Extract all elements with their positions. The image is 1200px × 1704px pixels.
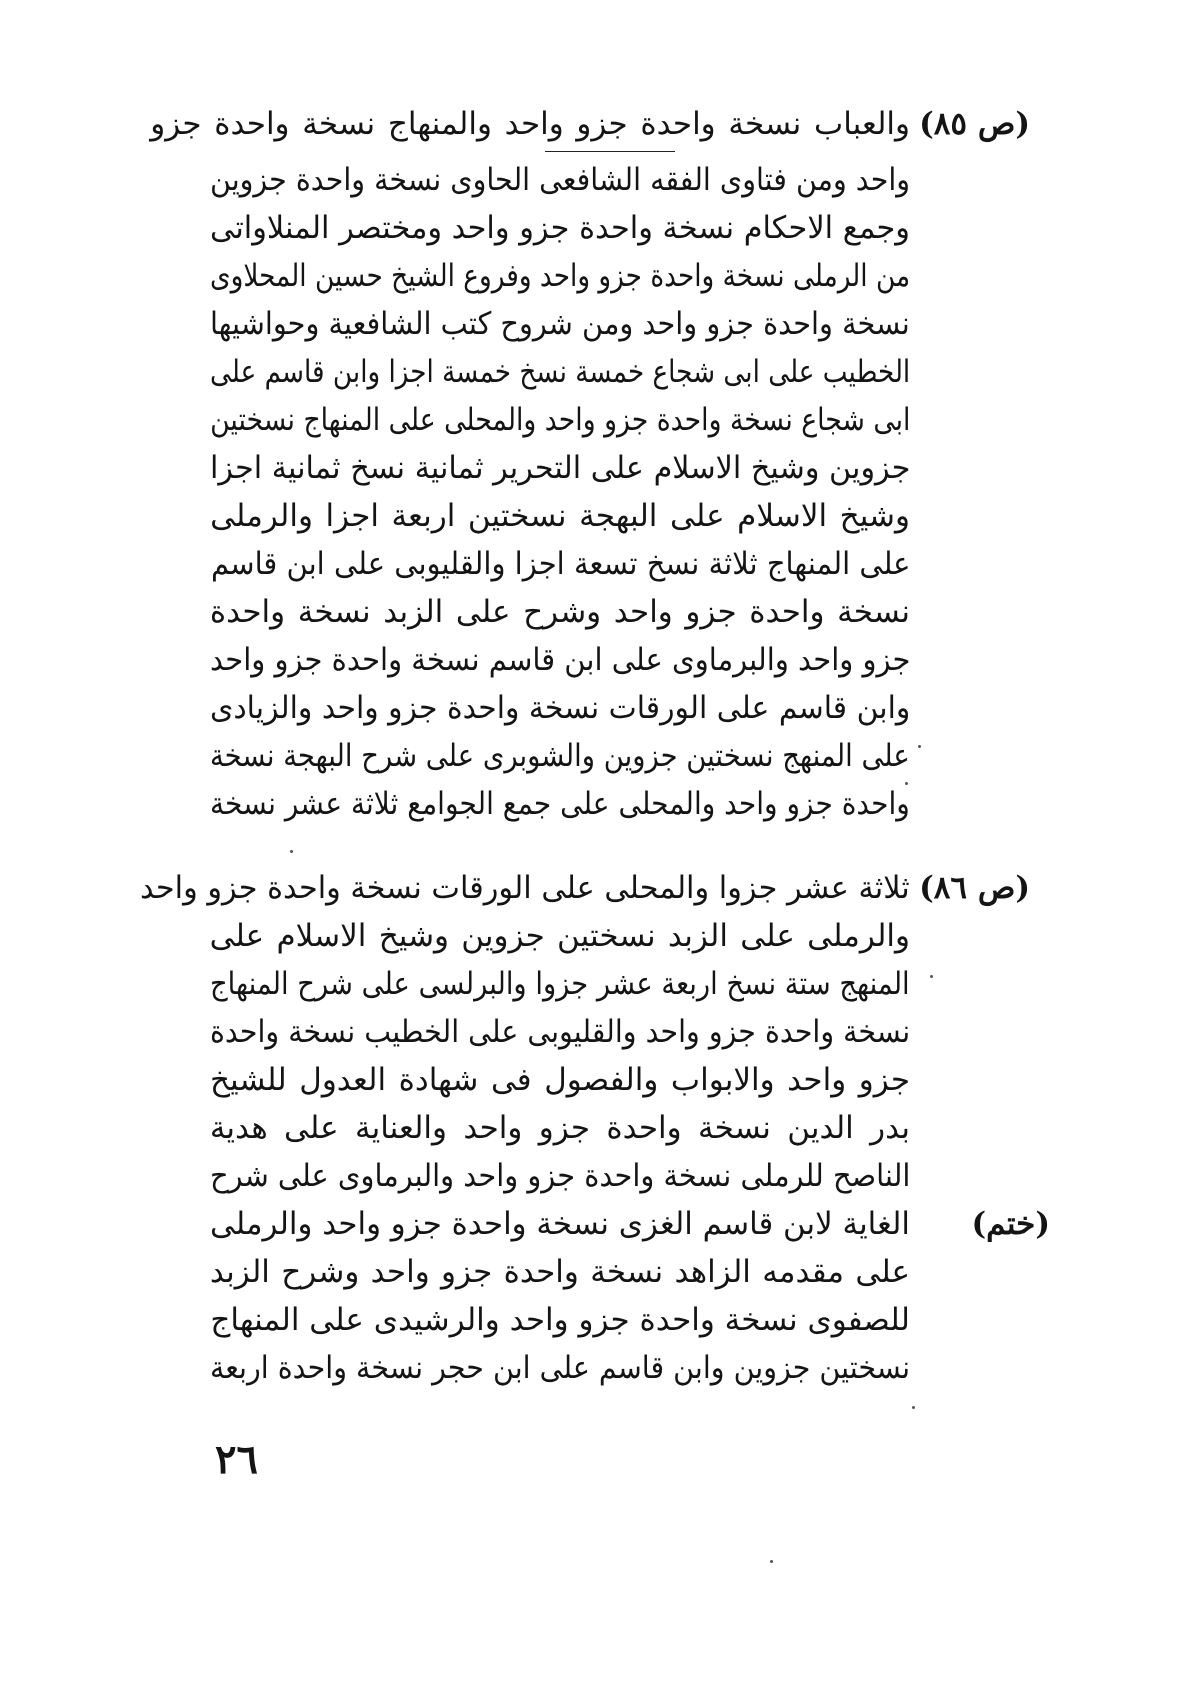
text-line: جزو واحد والابواب والفصول فى شهادة العدول للشيخ: [210, 1062, 910, 1098]
text-line: المنهج ستة نسخ اربعة عشر جزوا والبرلسى على شرح المنهاج: [210, 966, 910, 1002]
text-line: واحدة جزو واحد والمحلى على جمع الجوامع ثلاثة عشر نسخة: [210, 786, 910, 822]
scan-speck: [930, 975, 933, 978]
text-line: جزو واحد والبرماوى على ابن قاسم نسخة واحدة جزو واحد: [209, 642, 910, 678]
text-line: نسختين جزوين وابن قاسم على ابن حجر نسخة واحدة اربعة: [209, 1350, 910, 1386]
text-line: نسخة واحدة جزو واحد والقليوبى على الخطيب نسخة واحدة: [209, 1014, 910, 1050]
text-line: وشيخ الاسلام على البهجة نسختين اربعة اجزا والرملى: [210, 498, 910, 534]
scan-speck: [912, 1406, 915, 1409]
page-reference-85: (ص ٨٥): [919, 106, 1030, 142]
text-line: على مقدمه الزاهد نسخة واحدة جزو واحد وشرح الزبد: [209, 1254, 910, 1290]
scan-speck: [918, 745, 921, 748]
scan-speck: [290, 850, 293, 853]
scan-speck: [905, 782, 908, 785]
text-line: جزوين وشيخ الاسلام على التحرير ثمانية نسخ ثمانية اجزا: [209, 450, 910, 486]
page-number: ٢٦: [215, 1436, 258, 1483]
text-line: ابى شجاع نسخة واحدة جزو واحد والمحلى على المنهاج نسختين: [209, 402, 910, 438]
text-line: من الرملى نسخة واحدة جزو واحد وفروع الشيخ حسين المحلاوى: [209, 258, 910, 294]
scan-speck: [770, 1560, 773, 1563]
text-line: الغاية لابن قاسم الغزى نسخة واحدة جزو واحد والرملى: [210, 1206, 910, 1242]
text-line: للصفوى نسخة واحدة جزو واحد والرشيدى على المنهاج: [210, 1302, 910, 1338]
text-line: نسخة واحدة جزو واحد ومن شروح كتب الشافعية وحواشيها: [210, 306, 910, 342]
text-line: واحد ومن فتاوى الفقه الشافعى الحاوى نسخة واحدة جزوين: [209, 162, 910, 198]
text-line: وابن قاسم على الورقات نسخة واحدة جزو واحد والزيادى: [209, 690, 910, 726]
text-line: الناصح للرملى نسخة واحدة جزو واحد والبرماوى على شرح: [209, 1158, 910, 1194]
text-line: والعباب نسخة واحدة جزو واحد والمنهاج نسخة واحدة جزو: [150, 106, 910, 142]
page-reference-86: (ص ٨٦): [919, 870, 1030, 906]
text-line: على المنهج نسختين جزوين والشوبرى على شرح البهجة نسخة: [210, 738, 910, 774]
seal-margin-note: (ختم): [971, 1206, 1050, 1242]
text-line: والرملى على الزبد نسختين جزوين وشيخ الاسلام على: [209, 918, 910, 954]
text-line: الخطيب على ابى شجاع خمسة نسخ خمسة اجزا وابن قاسم على: [209, 354, 910, 390]
text-line: نسخة واحدة جزو واحد وشرح على الزبد نسخة واحدة: [209, 594, 910, 630]
text-line: بدر الدين نسخة واحدة جزو واحد والعناية على هدية: [209, 1110, 910, 1146]
text-line: على المنهاج ثلاثة نسخ تسعة اجزا والقليوبى على ابن قاسم: [210, 546, 910, 582]
text-line: وجمع الاحكام نسخة واحدة جزو واحد ومختصر المنلاواتى: [210, 210, 910, 246]
text-line: ثلاثة عشر جزوا والمحلى على الورقات نسخة واحدة جزو واحد: [140, 870, 910, 906]
